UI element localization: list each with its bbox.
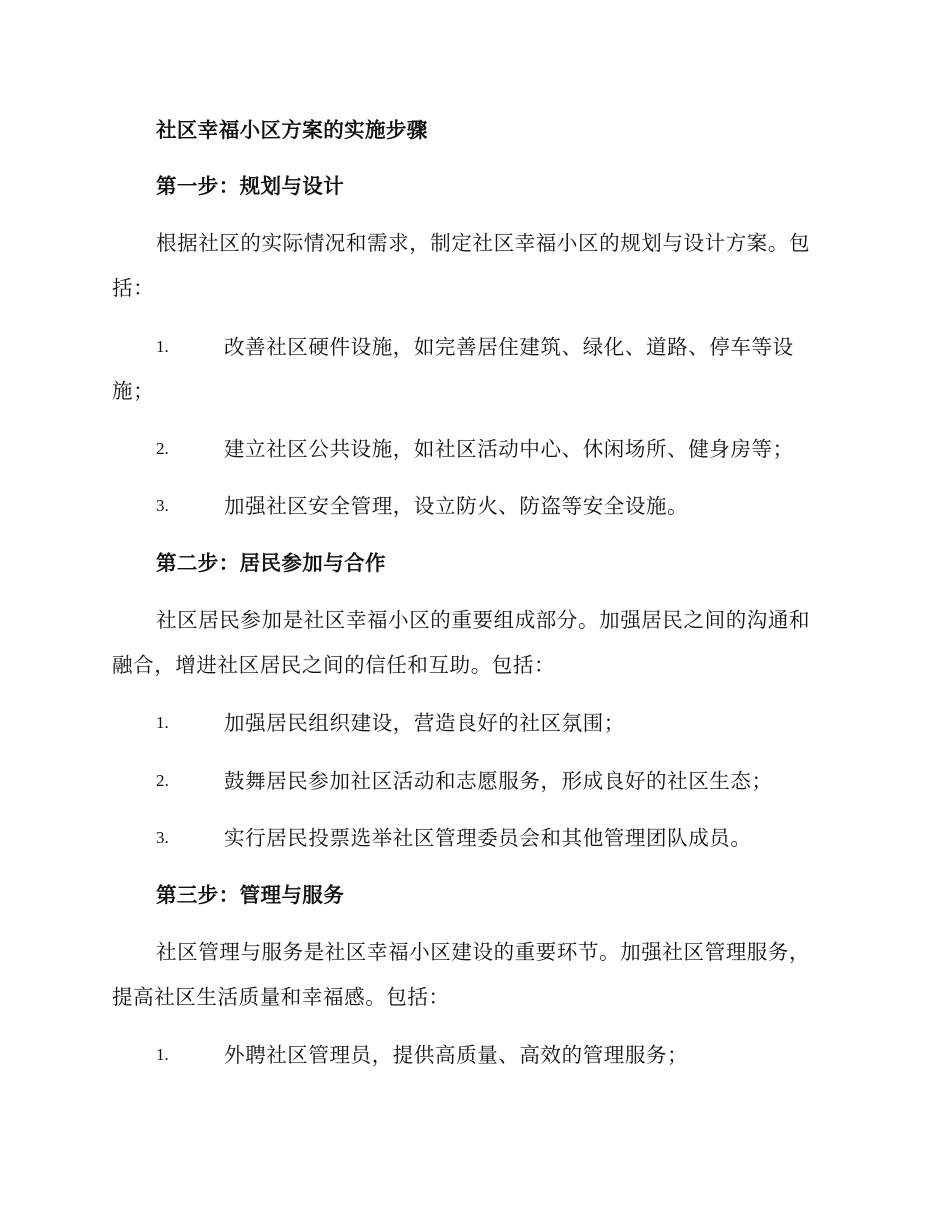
step-1-item-2-number: 2. <box>156 439 169 458</box>
step-1-item-3-text: 加强社区安全管理，设立防火、防盗等安全设施。 <box>224 494 689 518</box>
document-title: 社区幸福小区方案的实施步骤 <box>156 118 428 142</box>
step-3-heading: 第三步：管理与服务 <box>156 883 345 907</box>
step-1-intro-line-2: 括： <box>112 276 155 300</box>
step-3-intro-line-2: 提高社区生活质量和幸福感。包括： <box>112 985 450 1009</box>
step-2-item-3-text: 实行居民投票选举社区管理委员会和其他管理团队成员。 <box>224 826 752 850</box>
step-1-item-1-text-cont: 施； <box>112 379 155 403</box>
step-2-item-3-number: 3. <box>156 828 169 847</box>
step-2-item-2-number: 2. <box>156 771 169 790</box>
step-2-item-2-text: 鼓舞居民参加社区活动和志愿服务，形成良好的社区生态； <box>224 769 773 793</box>
step-2-heading: 第二步：居民参加与合作 <box>156 551 386 575</box>
step-1-intro-line-1: 根据社区的实际情况和需求，制定社区幸福小区的规划与设计方案。包 <box>156 231 811 255</box>
step-3-intro-line-1: 社区管理与服务是社区幸福小区建设的重要环节。加强社区管理服务， <box>156 940 811 964</box>
step-2-intro-line-2: 融合，增进社区居民之间的信任和互助。包括： <box>112 653 556 677</box>
step-1-item-1-text: 改善社区硬件设施，如完善居住建筑、绿化、道路、停车等设 <box>224 335 794 359</box>
step-1-item-1-number: 1. <box>156 337 169 356</box>
step-3-item-1-number: 1. <box>156 1045 169 1064</box>
step-2-intro-line-1: 社区居民参加是社区幸福小区的重要组成部分。加强居民之间的沟通和 <box>156 608 811 632</box>
step-2-item-1-text: 加强居民组织建设，营造良好的社区氛围； <box>224 711 625 735</box>
step-1-item-2-text: 建立社区公共设施，如社区活动中心、休闲场所、健身房等； <box>224 437 794 461</box>
step-1-heading: 第一步：规划与设计 <box>156 174 345 198</box>
step-1-item-3-number: 3. <box>156 496 169 515</box>
step-3-item-1-text: 外聘社区管理员，提供高质量、高效的管理服务； <box>224 1043 689 1067</box>
step-2-item-1-number: 1. <box>156 713 169 732</box>
